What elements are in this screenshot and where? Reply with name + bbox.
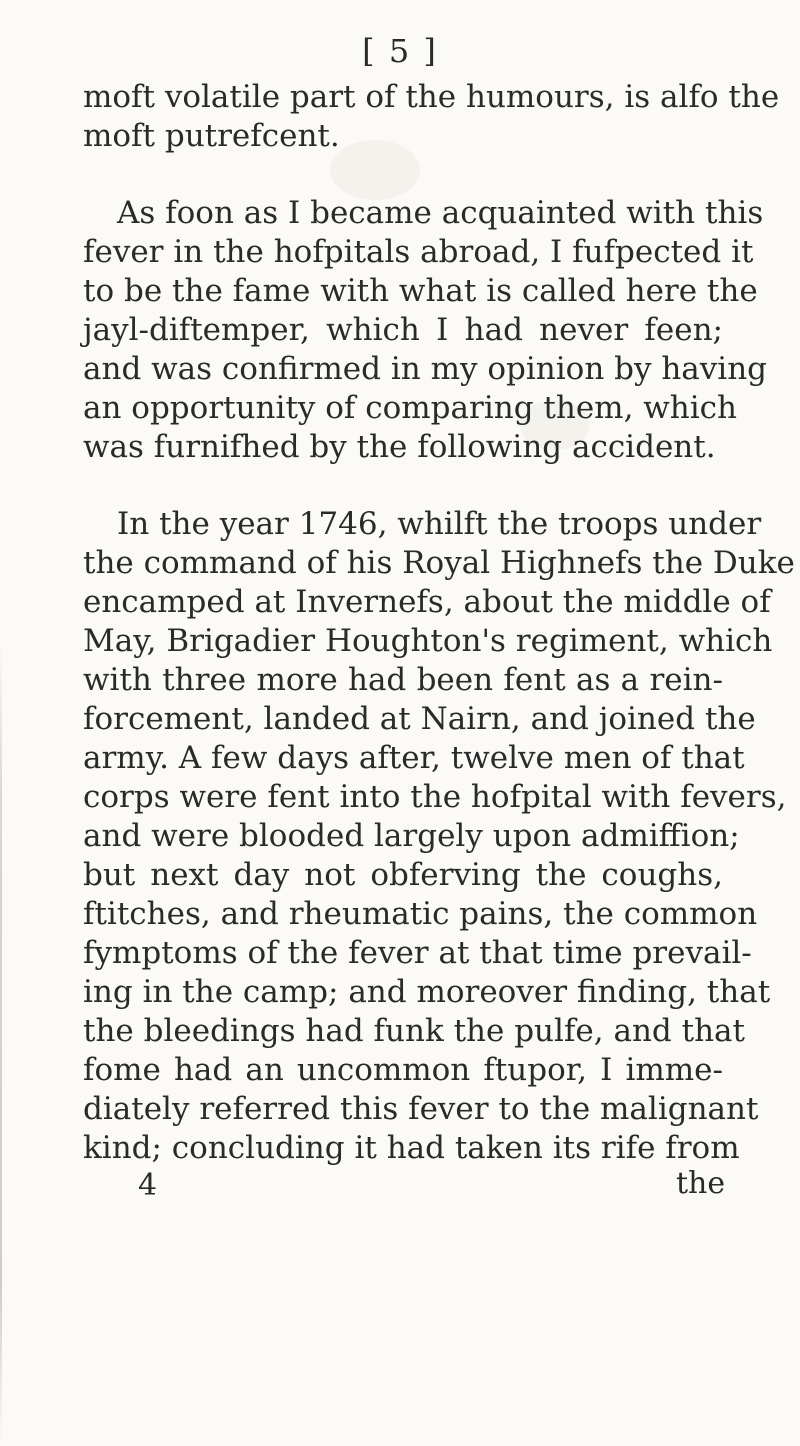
text-line: In the year 1746, whilft the troops under [117,506,762,542]
text-line: and was confirmed in my opinion by having [83,351,768,387]
text-line: fymptoms of the fever at that time prevail- [83,935,752,971]
text-line: fever in the hofpitals abroad, I fufpected it [83,234,754,270]
text-line: May, Brigadier Houghton's regiment, which [83,623,773,659]
text-line: and were blooded largely upon admiffion; [83,818,740,854]
text-line: jayl-diftemper, which I had never feen; [83,312,723,348]
signature-mark: 4 [138,1168,158,1203]
catchword: the [676,1166,726,1201]
text-line: to be the fame with what is called here the [83,273,758,309]
paper-stain [330,140,420,200]
text-line: ftitches, and rheumatic pains, the common [83,896,758,932]
text-line: moft putrefcent. [83,118,340,154]
text-line: but next day not obferving the coughs, [83,857,723,893]
text-line: was furnifhed by the following accident. [83,429,716,465]
text-line: moft volatile part of the humours, is alfo the [83,79,780,115]
text-line: forcement, landed at Nairn, and joined the [83,701,756,737]
text-line: kind; concluding it had taken its rife from [83,1130,740,1166]
text-line: ing in the camp; and moreover finding, that [83,974,771,1010]
text-line: the bleedings had funk the pulfe, and that [83,1013,745,1049]
text-line: diately referred this fever to the malignant [83,1091,759,1127]
text-line: an opportunity of comparing them, which [83,390,738,426]
text-line: the command of his Royal Highnefs the Duke [83,545,795,581]
page-number-header: [ 5 ] [362,32,438,70]
page-edge-shadow [0,640,2,1446]
text-line: army. A few days after, twelve men of that [83,740,745,776]
text-line: encamped at Invernefs, about the middle of [83,584,771,620]
text-line: As foon as I became acquainted with this [117,195,764,231]
text-line: fome had an uncommon ftupor, I imme- [83,1052,723,1088]
text-line: corps were fent into the hofpital with fevers, [83,779,787,815]
text-line: with three more had been fent as a rein- [83,662,723,698]
